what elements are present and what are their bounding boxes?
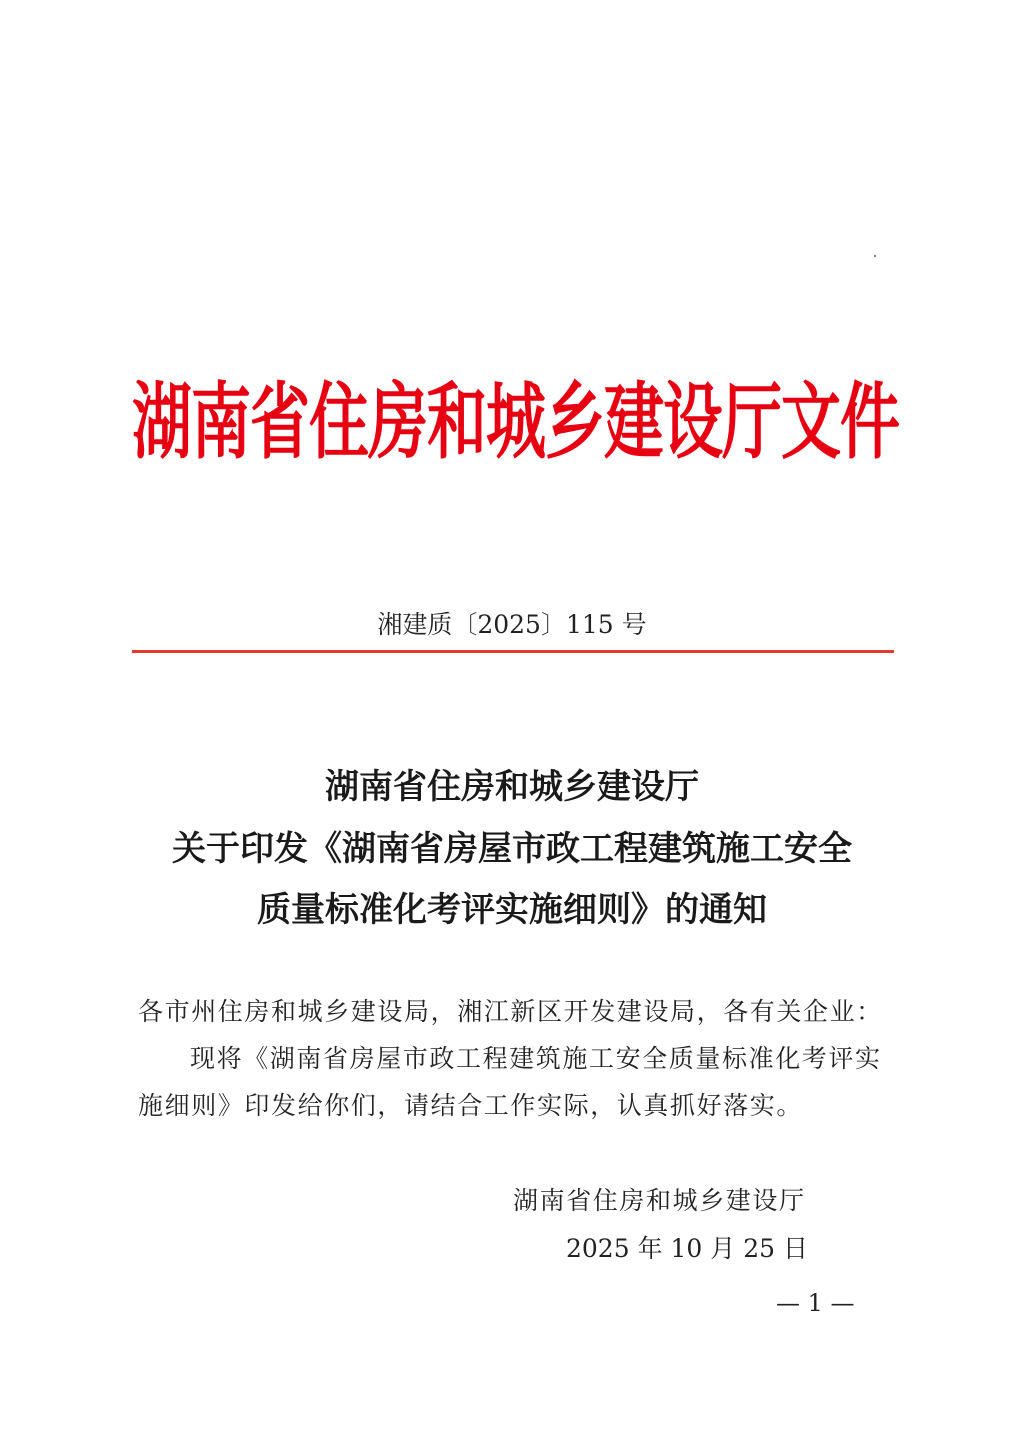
red-divider-line <box>132 650 894 653</box>
title-line-1: 湖南省住房和城乡建设厅 <box>325 767 699 807</box>
body-line-1: 现将《湖南省房屋市政工程建筑施工安全质量标准化考评实 <box>190 1044 882 1073</box>
issue-date: 2025 年 10 月 25 日 <box>566 1234 808 1263</box>
page-number: — 1 — <box>776 1289 855 1317</box>
document-masthead: 湖南省住房和城乡建设厅文件 <box>132 374 899 472</box>
title-line-2: 关于印发《湖南省房屋市政工程建筑施工安全 <box>172 829 852 869</box>
body-line-2: 施细则》印发给你们，请结合工作实际，认真抓好落实。 <box>138 1091 804 1120</box>
signer: 湖南省住房和城乡建设厅 <box>513 1186 806 1215</box>
stray-mark <box>874 255 876 257</box>
title-line-3: 质量标准化考评实施细则》的通知 <box>257 890 767 930</box>
salutation: 各市州住房和城乡建设局，湘江新区开发建设局，各有关企业： <box>138 997 883 1026</box>
document-number: 湘建质〔2025〕115 号 <box>377 610 647 639</box>
